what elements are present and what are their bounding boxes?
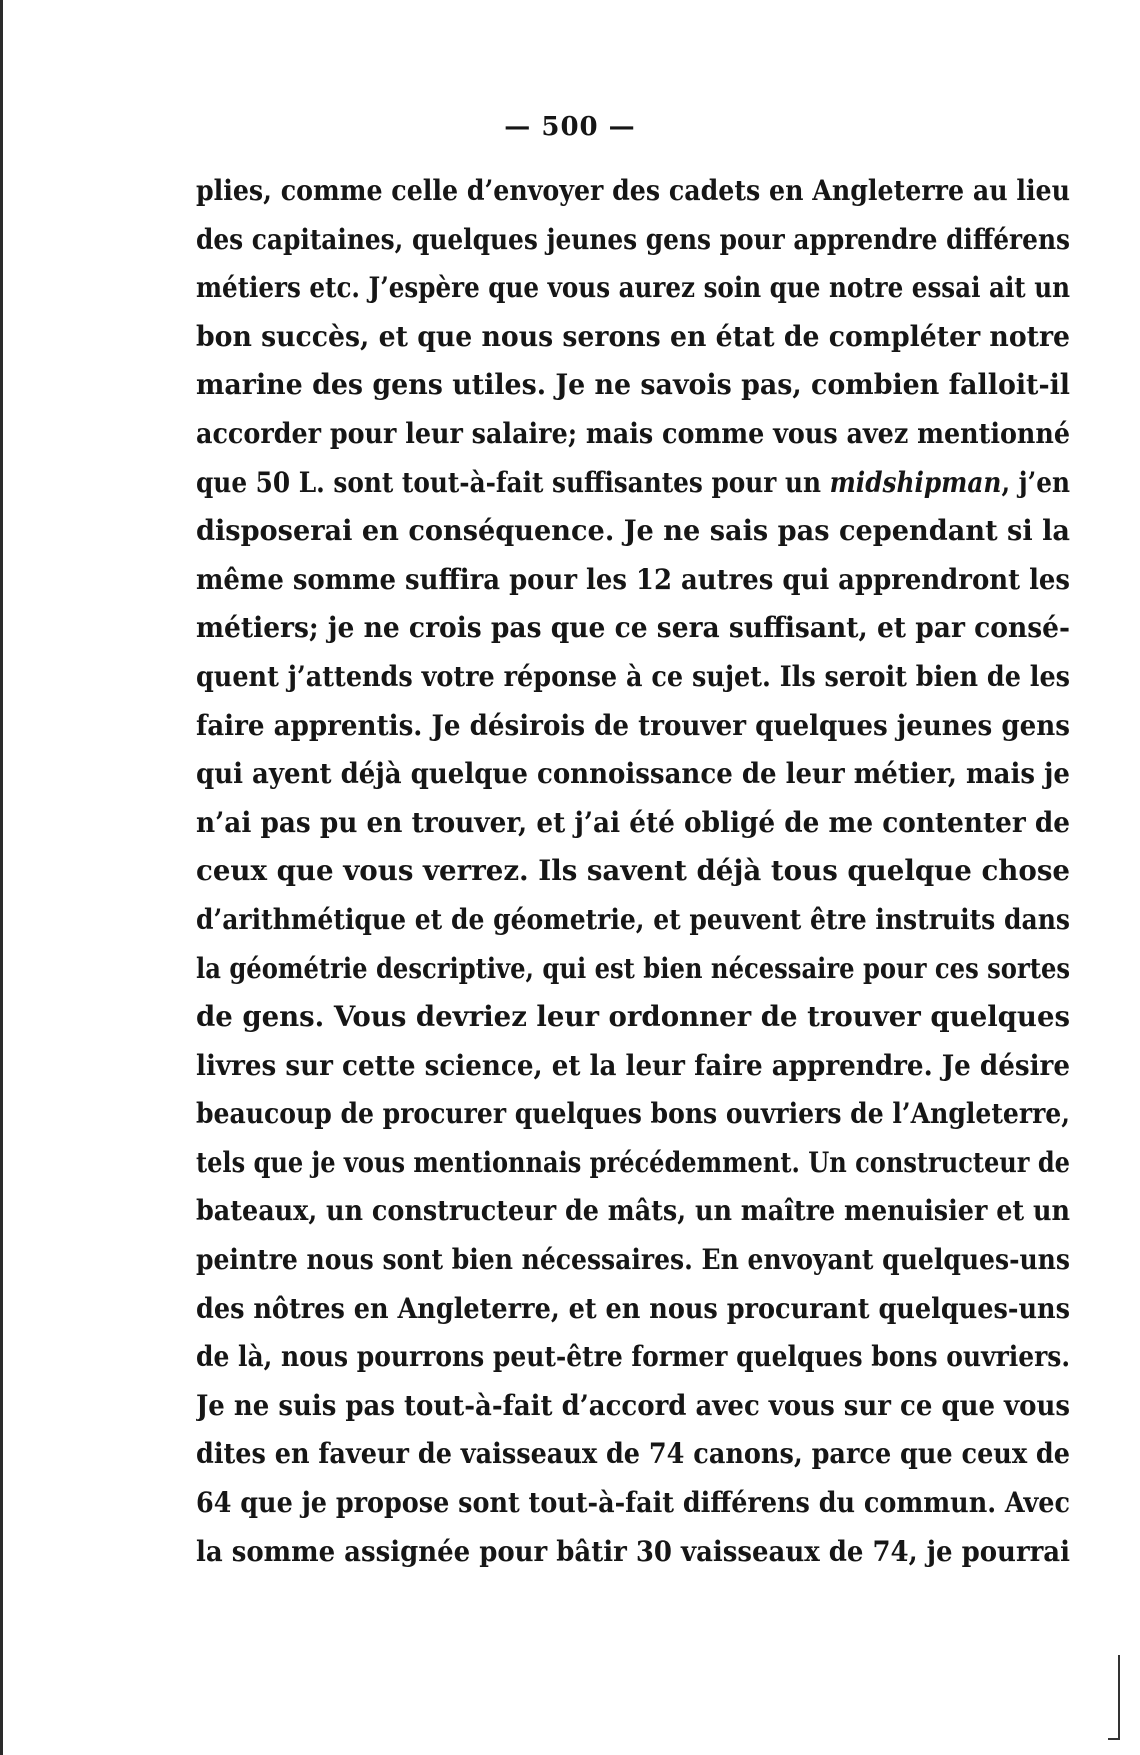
text-line: la géométrie descriptive, qui est bien nécessaire pour ces sortes xyxy=(196,951,1070,985)
text-line: de là, nous pourrons peut-être former quelques bons ouvriers. xyxy=(196,1340,1070,1374)
text-line: n’ai pas pu en trouver, et j’ai été obligé de me contenter de xyxy=(196,805,1070,839)
text-line: d’arithmétique et de géometrie, et peuvent être instruits dans xyxy=(196,902,1070,936)
page-number: — 500 — xyxy=(504,112,636,142)
text-line: bateaux, un constructeur de mâts, un maître menuisier et un xyxy=(196,1194,1070,1228)
text-line: ceux que vous verrez. Ils savent déjà tous quelque chose xyxy=(196,854,1070,888)
page-corner-mark xyxy=(1118,1655,1120,1740)
text-line: bon succès, et que nous serons en état de compléter notre xyxy=(196,319,1070,353)
text-line: disposerai en conséquence. Je ne sais pas cependant si la xyxy=(196,514,1070,548)
text-line: métiers etc. J’espère que vous aurez soin que notre essai ait un xyxy=(196,271,1070,305)
text-line: des nôtres en Angleterre, et en nous procurant quelques-uns xyxy=(196,1291,1070,1325)
italic-term: midshipman xyxy=(829,465,1002,499)
text-line: même somme suffira pour les 12 autres qui apprendront les xyxy=(196,562,1070,596)
text-line: beaucoup de procurer quelques bons ouvriers de l’Angleterre, xyxy=(196,1097,1070,1131)
text-line: de gens. Vous devriez leur ordonner de trouver quelques xyxy=(196,1000,1070,1034)
text-line: métiers; je ne crois pas que ce sera suffisant, et par consé- xyxy=(196,611,1070,645)
text-line: plies, comme celle d’envoyer des cadets en Angleterre au lieu xyxy=(196,174,1070,207)
text-line: des capitaines, quelques jeunes gens pour apprendre différens xyxy=(196,222,1070,256)
text-line: faire apprentis. Je désirois de trouver quelques jeunes gens xyxy=(196,708,1070,742)
text-line: 64 que je propose sont tout-à-fait différens du commun. Avec xyxy=(196,1486,1070,1520)
text-line: livres sur cette science, et la leur faire apprendre. Je désire xyxy=(196,1048,1070,1082)
text-line: tels que je vous mentionnais précédemment. Un constructeur de xyxy=(196,1145,1070,1179)
page-left-edge xyxy=(0,0,3,1755)
body-text xyxy=(196,167,1070,1576)
text-line: quent j’attends votre réponse à ce sujet. Ils seroit bien de les xyxy=(196,659,1070,693)
text-line: peintre nous sont bien nécessaires. En envoyant quelques-uns xyxy=(196,1243,1070,1277)
text-line: la somme assignée pour bâtir 30 vaisseaux de 74, je pourrai xyxy=(196,1534,1070,1568)
text-line: que 50 L. sont tout-à-fait suffisantes pour un midshipman, j’en xyxy=(196,465,1070,499)
text-line: qui ayent déjà quelque connoissance de leur métier, mais je xyxy=(196,757,1070,791)
text-line: Je ne suis pas tout-à-fait d’accord avec vous sur ce que vous xyxy=(196,1388,1070,1422)
text-line: dites en faveur de vaisseaux de 74 canons, parce que ceux de xyxy=(196,1437,1070,1471)
text-line: marine des gens utiles. Je ne savois pas, combien falloit-il xyxy=(196,368,1070,402)
text-line: accorder pour leur salaire; mais comme vous avez mentionné xyxy=(196,416,1070,450)
